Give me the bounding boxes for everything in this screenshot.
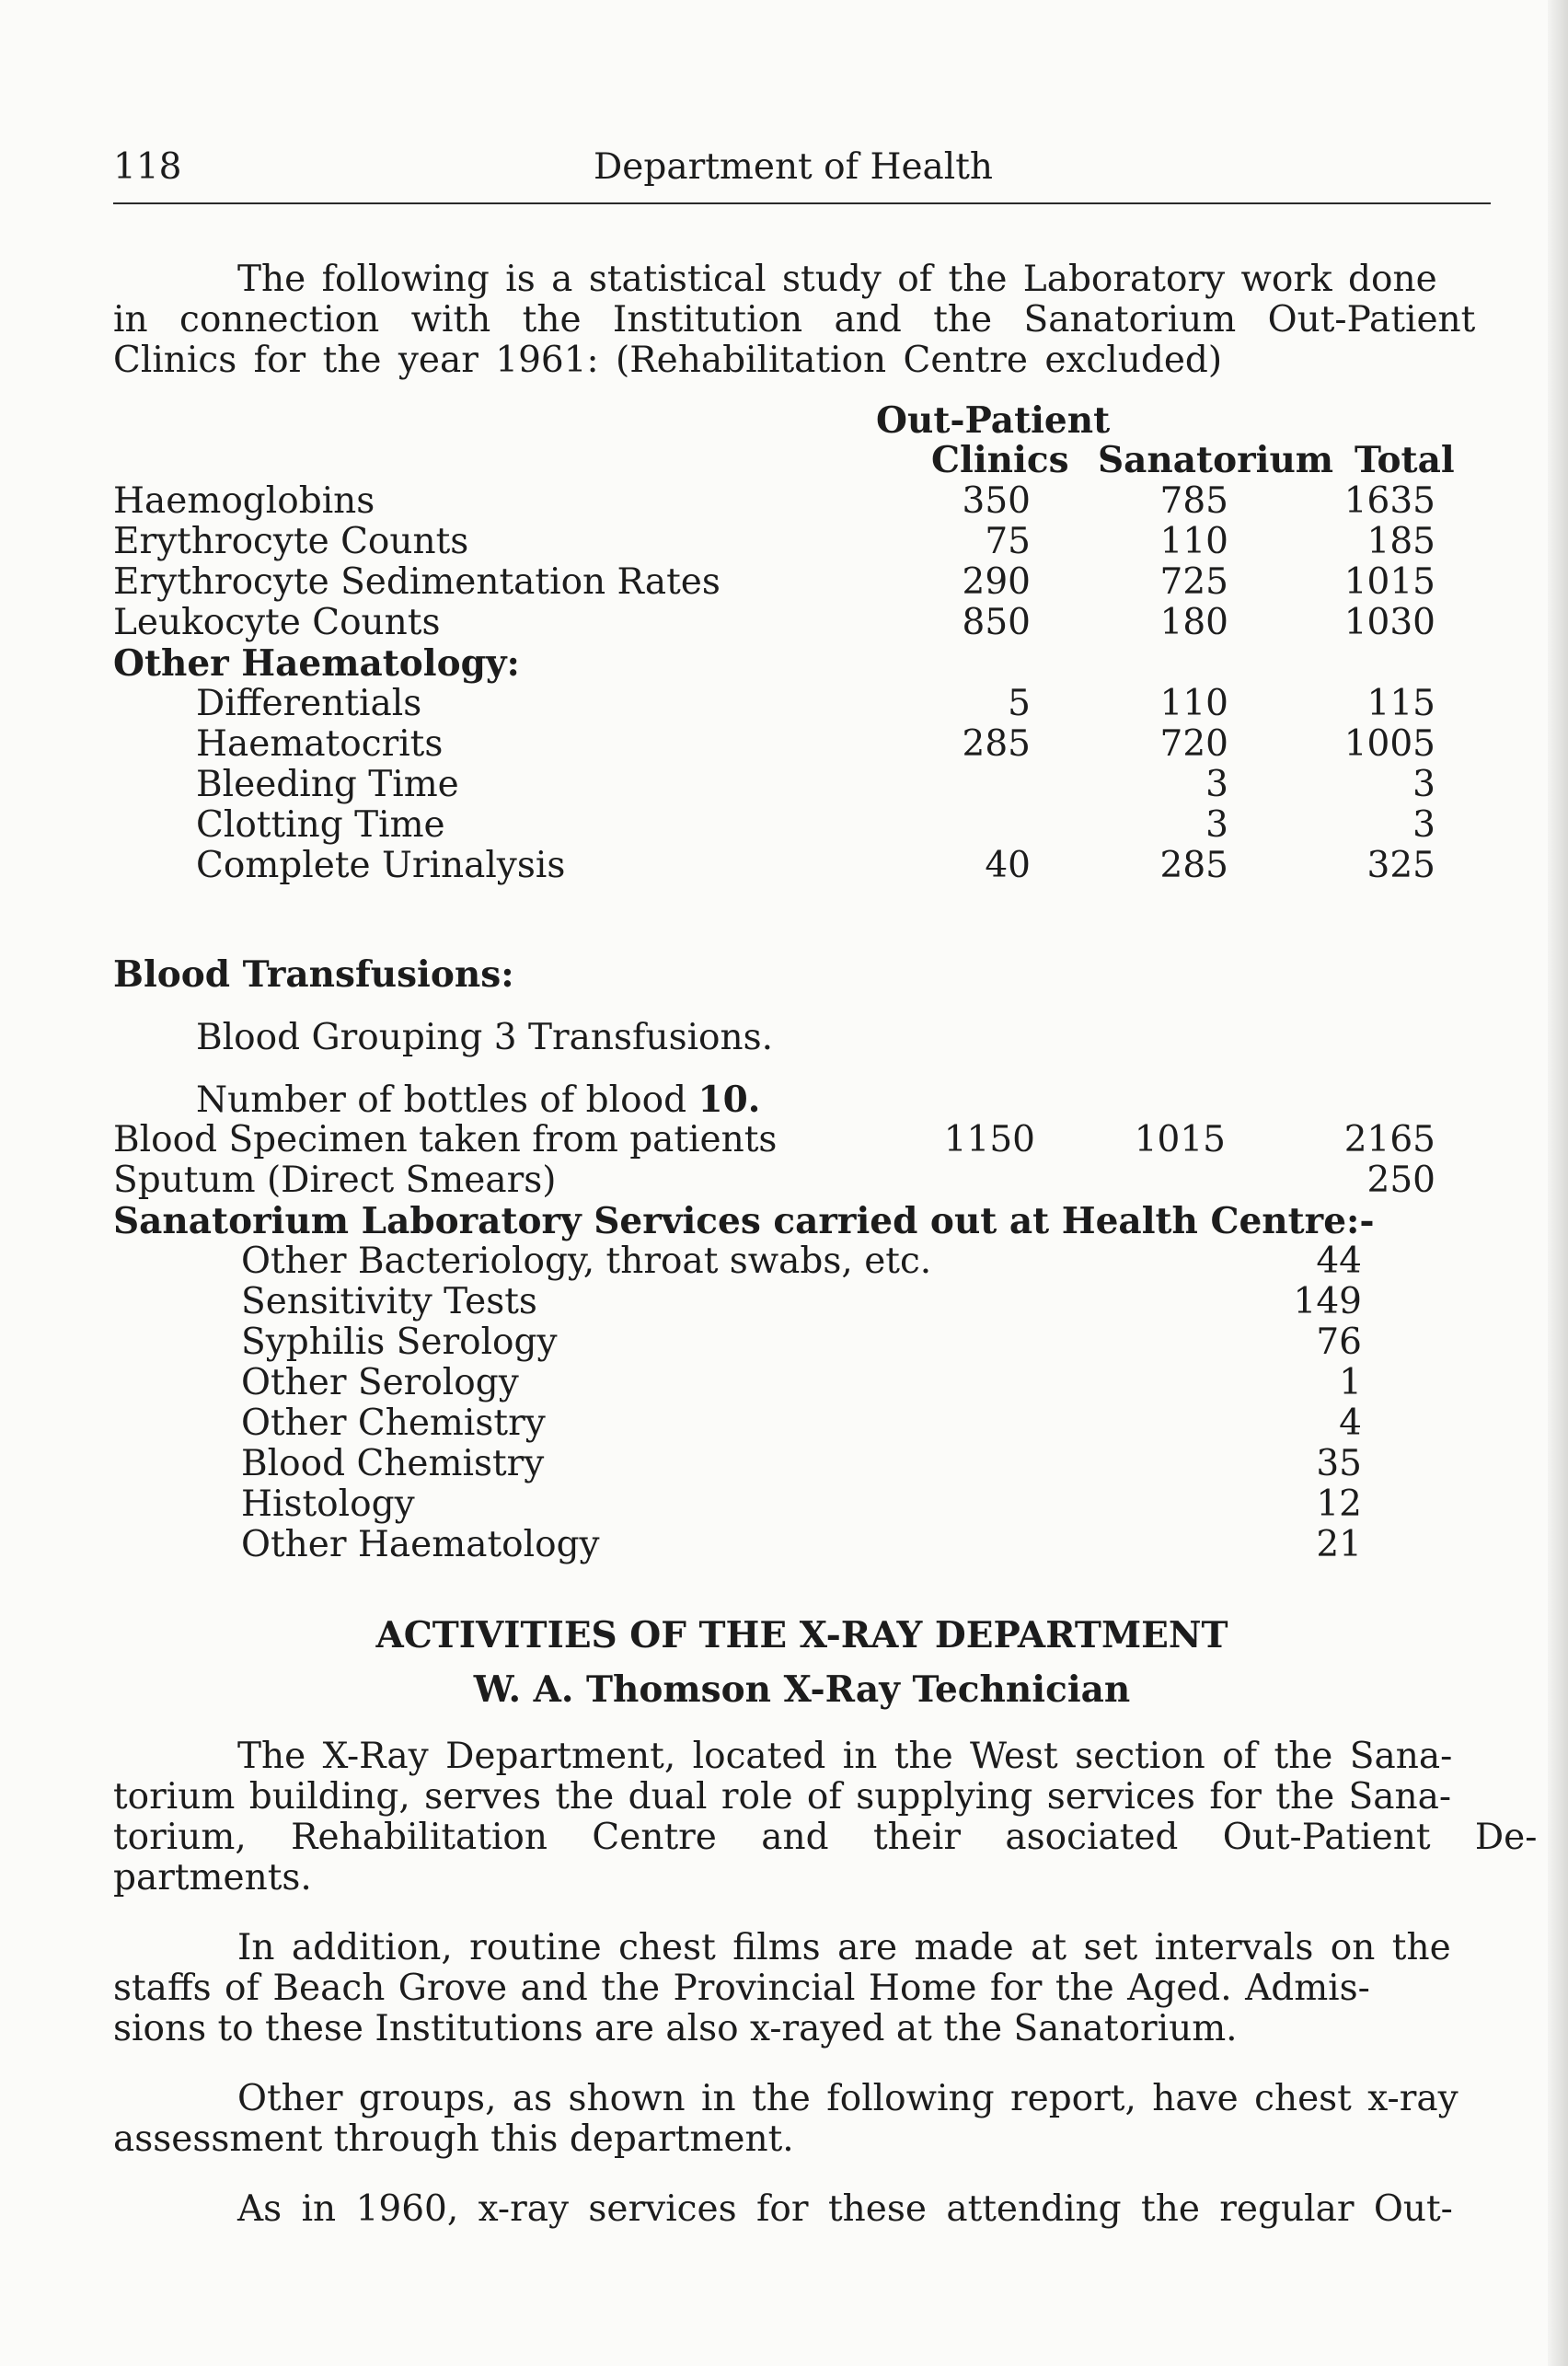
service-label: Other Chemistry — [241, 1402, 546, 1444]
table-cell-opc: 350 — [962, 480, 1031, 522]
table-cell-opc: 75 — [985, 521, 1031, 562]
running-title: Department of Health — [594, 146, 994, 188]
table-row-label: Clotting Time — [196, 804, 445, 846]
xray-para3-line: assessment through this department. — [113, 2118, 794, 2160]
xray-para3-line: Other groups, as shown in the following report, have chest x-ray — [237, 2078, 1458, 2119]
table-cell-total: 325 — [1366, 845, 1435, 886]
service-value: 35 — [1316, 1443, 1362, 1484]
service-value: 12 — [1316, 1483, 1362, 1525]
service-value: 4 — [1339, 1402, 1362, 1444]
table-row-label: Erythrocyte Sedimentation Rates — [113, 561, 721, 603]
table-row-label: Haemoglobins — [113, 480, 375, 522]
table-row-label: Complete Urinalysis — [196, 845, 566, 886]
table-cell-opc: 850 — [962, 602, 1031, 643]
table-cell-total: 3 — [1412, 764, 1435, 805]
table-cell-san: 180 — [1159, 602, 1228, 643]
service-label: Other Serology — [241, 1362, 519, 1403]
service-label: Sensitivity Tests — [241, 1281, 537, 1322]
table-cell-san: 3 — [1205, 764, 1228, 805]
blood-specimen-label: Blood Specimen taken from patients — [113, 1119, 778, 1160]
service-label: Histology — [241, 1483, 415, 1525]
service-value: 1 — [1339, 1362, 1362, 1403]
table-cell-opc: 40 — [985, 845, 1031, 886]
table-cell-san: 110 — [1159, 521, 1228, 562]
table-row-label: Differentials — [196, 683, 422, 724]
xray-para1-line: partments. — [113, 1857, 312, 1899]
table-row-label: Erythrocyte Counts — [113, 521, 469, 562]
table-cell-total: 3 — [1412, 804, 1435, 846]
table-row-label: Haematocrits — [196, 723, 444, 765]
table-cell-total: 115 — [1366, 683, 1435, 724]
header-rule — [113, 202, 1491, 204]
intro-line-3: Clinics for the year 1961: (Rehabilitation Centre excluded) — [113, 340, 1223, 381]
xray-section-title: ACTIVITIES OF THE X-RAY DEPARTMENT — [375, 1614, 1228, 1656]
xray-para1-line: The X-Ray Department, located in the West section of the Sana- — [237, 1736, 1453, 1777]
table-cell-opc: 285 — [962, 723, 1031, 765]
table-cell-san: 285 — [1159, 845, 1228, 886]
service-value: 21 — [1316, 1524, 1362, 1565]
bottles-line — [196, 1079, 760, 1121]
intro-line-2: in connection with the Institution and the Sanatorium Out-Patient — [113, 299, 1476, 340]
blood-grouping-line: Blood Grouping 3 Transfusions. — [196, 1017, 774, 1058]
blood-specimen-opc: 1150 — [943, 1119, 1035, 1160]
xray-para2-line: In addition, routine chest films are made at set intervals on the — [237, 1927, 1451, 1968]
col-header-clinics: Clinics — [931, 439, 1069, 481]
xray-para4-line: As in 1960, x-ray services for these attending the regular Out- — [237, 2188, 1453, 2230]
bottles-text: Number of bottles of blood — [196, 1079, 698, 1121]
table-cell-san: 785 — [1159, 480, 1228, 522]
xray-para1-line: torium, Rehabilitation Centre and their asociated Out-Patient De- — [113, 1817, 1538, 1858]
page-number: 118 — [113, 146, 182, 188]
col-header-out-patient: Out-Patient — [876, 399, 1111, 442]
sputum-total: 250 — [1366, 1160, 1435, 1201]
service-value: 149 — [1293, 1281, 1362, 1322]
col-header-sanatorium: Sanatorium — [1098, 439, 1334, 481]
blood-specimen-san: 1015 — [1134, 1119, 1226, 1160]
xray-byline: W. A. Thomson X-Ray Technician — [473, 1668, 1131, 1711]
other-haematology-heading: Other Haematology: — [113, 642, 520, 685]
table-row-label: Bleeding Time — [196, 764, 459, 805]
page-edge-shadow — [1548, 0, 1568, 2366]
bottles-value: 10. — [698, 1079, 761, 1121]
xray-para1-line: torium building, serves the dual role of supplying services for the Sana- — [113, 1776, 1452, 1818]
table-cell-opc: 5 — [1008, 683, 1031, 724]
table-cell-san: 725 — [1159, 561, 1228, 603]
table-cell-total: 1635 — [1343, 480, 1435, 522]
services-heading: Sanatorium Laboratory Services carried out at Health Centre:- — [113, 1200, 1375, 1242]
blood-specimen-total: 2165 — [1343, 1119, 1435, 1160]
table-cell-total: 1005 — [1343, 723, 1435, 765]
service-label: Blood Chemistry — [241, 1443, 545, 1484]
intro-line-1: The following is a statistical study of the Laboratory work done — [237, 259, 1437, 300]
service-value: 76 — [1316, 1321, 1362, 1363]
table-cell-san: 110 — [1159, 683, 1228, 724]
col-header-total: Total — [1355, 439, 1455, 481]
xray-para2-line: sions to these Institutions are also x-rayed at the Sanatorium. — [113, 2008, 1238, 2049]
table-cell-san: 720 — [1159, 723, 1228, 765]
service-label: Other Bacteriology, throat swabs, etc. — [241, 1241, 932, 1282]
table-cell-opc: 290 — [962, 561, 1031, 603]
xray-para2-line: staffs of Beach Grove and the Provincial Home for the Aged. Admis- — [113, 1968, 1370, 2009]
service-label: Syphilis Serology — [241, 1321, 558, 1363]
table-cell-total: 185 — [1366, 521, 1435, 562]
blood-transfusions-heading: Blood Transfusions: — [113, 953, 514, 996]
table-row-label: Leukocyte Counts — [113, 602, 441, 643]
table-cell-san: 3 — [1205, 804, 1228, 846]
service-label: Other Haematology — [241, 1524, 600, 1565]
service-value: 44 — [1316, 1241, 1362, 1282]
table-cell-total: 1030 — [1343, 602, 1435, 643]
table-cell-total: 1015 — [1343, 561, 1435, 603]
sputum-label: Sputum (Direct Smears) — [113, 1160, 557, 1201]
